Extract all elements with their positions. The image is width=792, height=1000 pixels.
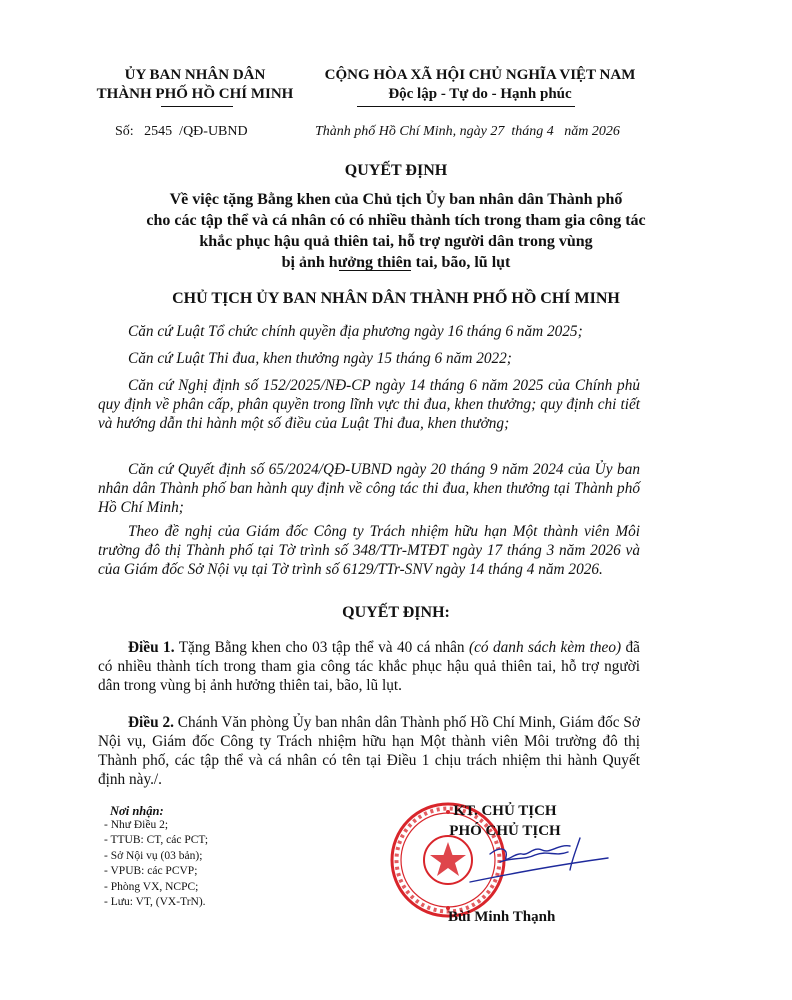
recipients-title: Nơi nhận: bbox=[110, 804, 164, 818]
article-2 bbox=[98, 713, 640, 789]
article-2-label: Điều 2. bbox=[128, 714, 174, 731]
legal-basis: Căn cứ Luật Thi đua, khen thưởng ngày 15 tháng 6 năm 2022; bbox=[128, 350, 512, 367]
agency-line-2: THÀNH PHỐ HỒ CHÍ MINH bbox=[96, 86, 294, 102]
recipient-item: - Phòng VX, NCPC; bbox=[104, 880, 199, 893]
subject-line: cho các tập thể và cá nhân có có nhiều thành tích trong tham gia công tác bbox=[146, 212, 646, 229]
recipients-list bbox=[104, 818, 208, 910]
motto-underline bbox=[357, 106, 575, 107]
legal-basis: Căn cứ Nghị định số 152/2025/NĐ-CP ngày 14 tháng 6 năm 2025 của Chính phủ quy định về phân cấp, phân quyền trong lĩnh vực thi đua, khen thưởng; quy định chi tiết và hướng dẫn thi hành một số điều của Luật Thi đua, khen thưởng; bbox=[98, 377, 640, 432]
issuing-agency bbox=[80, 66, 310, 104]
place-date: Thành phố Hồ Chí Minh, ngày 27 tháng 4 năm 2026 bbox=[315, 124, 620, 139]
subject-line: bị ảnh hưởng thiên tai, bão, lũ lụt bbox=[281, 254, 511, 271]
subject-line: Về việc tặng Bằng khen của Chủ tịch Ủy ban nhân dân Thành phố bbox=[169, 191, 623, 208]
recipient-item: - VPUB: các PCVP; bbox=[104, 865, 198, 878]
article-1 bbox=[98, 638, 640, 695]
signature-line-1: KT. CHỦ TỊCH bbox=[453, 803, 557, 819]
subject-underline bbox=[339, 270, 411, 271]
article-1-text-cont: đã có nhiều thành tích trong tham gia công tác khắc phục hậu quả thiên tai, hỗ trợ người dân trong vùng bị ảnh hưởng thiên tai, bão, lũ lụt. bbox=[98, 639, 640, 694]
subject-line: khắc phục hậu quả thiên tai, hỗ trợ người dân trong vùng bbox=[199, 233, 593, 250]
article-2-text: Chánh Văn phòng Ủy ban nhân dân Thành phố Hồ Chí Minh, Giám đốc Sở Nội vụ, Giám đốc Công ty Trách nhiệm hữu hạn Một thành viên Môi trường đô thị Thành phố, các tập thể và cá nhân có tên tại Điều 1 chịu trách nhiệm thi hành Quyết định này./. bbox=[98, 714, 640, 788]
recipient-item: - Lưu: VT, (VX-TrN). bbox=[104, 896, 206, 909]
legal-basis: Căn cứ Luật Tổ chức chính quyền địa phương ngày 16 tháng 6 năm 2025; bbox=[128, 323, 583, 340]
signature-line-2: PHÓ CHỦ TỊCH bbox=[449, 823, 561, 839]
handwritten-signature bbox=[430, 824, 610, 904]
decision-heading: QUYẾT ĐỊNH: bbox=[342, 604, 450, 621]
article-1-label: Điều 1. bbox=[128, 639, 175, 656]
agency-underline bbox=[161, 106, 233, 107]
issuing-authority: CHỦ TỊCH ỦY BAN NHÂN DÂN THÀNH PHỐ HỒ CHÍ MINH bbox=[172, 290, 620, 307]
legal-basis: Căn cứ Quyết định số 65/2024/QĐ-UBND ngày 20 tháng 9 năm 2024 của Ủy ban nhân dân Thành phố ban hành quy định về công tác thi đua, khen thưởng tại Thành phố Hồ Chí Minh; bbox=[98, 461, 640, 516]
recipient-item: - Như Điều 2; bbox=[104, 819, 169, 831]
nation-motto: Độc lập - Tự do - Hạnh phúc bbox=[388, 86, 572, 102]
recipient-item: - Sở Nội vụ (03 bản); bbox=[104, 849, 203, 862]
document-number: Số: 2545 /QĐ-UBND bbox=[115, 124, 248, 139]
nation-line-1: CỘNG HÒA XÃ HỘI CHỦ NGHĨA VIỆT NAM bbox=[324, 67, 636, 83]
document-title: QUYẾT ĐỊNH bbox=[344, 162, 448, 179]
document-subject bbox=[90, 189, 702, 273]
article-1-note: (có danh sách kèm theo) bbox=[469, 639, 622, 656]
recipient-item: - TTUB: CT, các PCT; bbox=[104, 834, 209, 847]
signer-name: Bùi Minh Thạnh bbox=[448, 909, 556, 925]
agency-line-1: ỦY BAN NHÂN DÂN bbox=[124, 67, 266, 83]
national-header bbox=[310, 66, 650, 104]
article-1-text: Tặng Bằng khen cho 03 tập thể và 40 cá nhân bbox=[174, 639, 470, 656]
legal-basis: Theo đề nghị của Giám đốc Công ty Trách nhiệm hữu hạn Một thành viên Môi trường đô thị Thành phố tại Tờ trình số 348/TTr-MTĐT ngày 17 tháng 3 năm 2026 và của Giám đốc Sở Nội vụ tại Tờ trình số 6129/TTr-SNV ngày 14 tháng 4 năm 2026. bbox=[98, 523, 640, 578]
